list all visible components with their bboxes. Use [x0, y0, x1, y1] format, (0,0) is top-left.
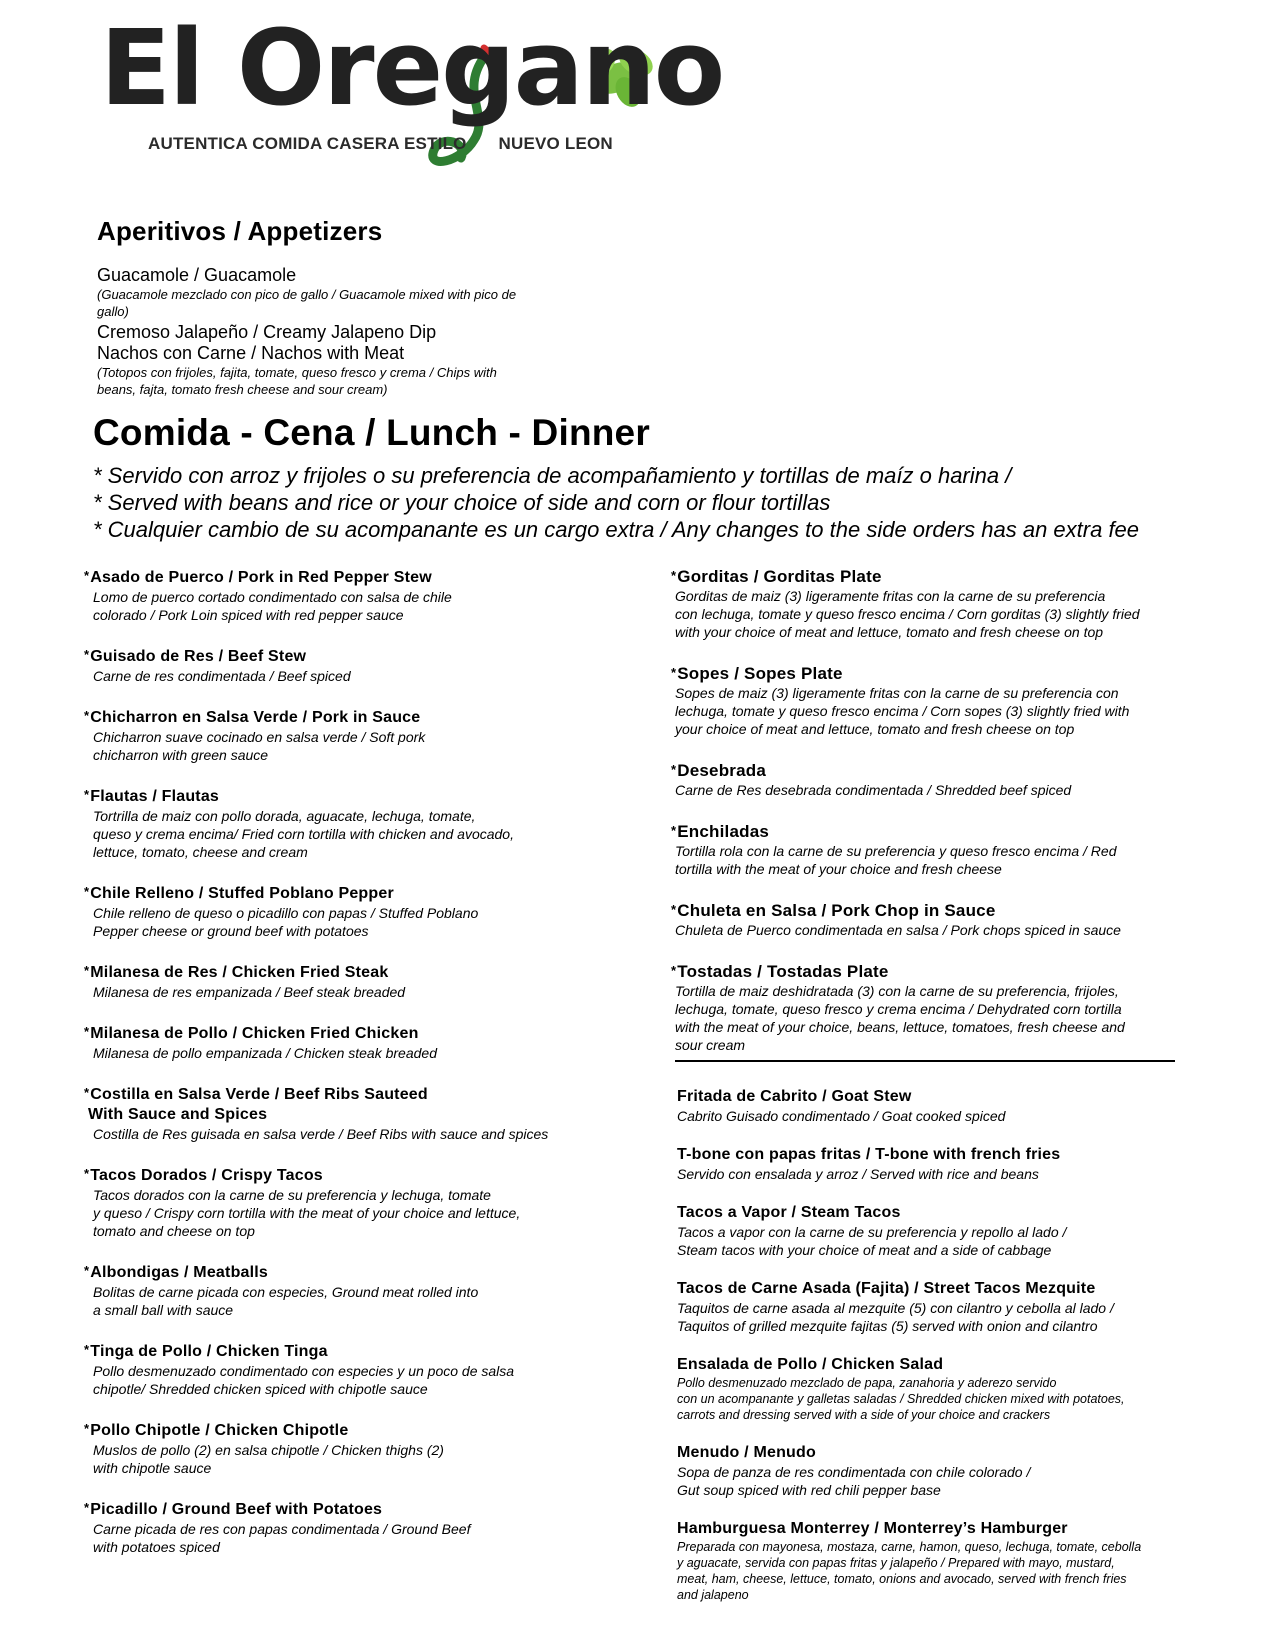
appetizer-item	[97, 322, 527, 343]
menu-item-title	[671, 821, 1191, 842]
menu-item-title	[84, 645, 644, 667]
asterisk-icon: *	[671, 902, 677, 917]
menu-item-desc: Preparada con mayonesa, mostaza, carne, hamon, queso, lechuga, tomate, cebolla	[677, 1540, 1142, 1554]
menu-item-title	[671, 663, 1191, 684]
serving-note: * Cualquier cambio de su acompanante es un cargo extra / Any changes to the side orders has an extra fee	[93, 517, 1140, 542]
menu-item	[84, 1261, 644, 1319]
menu-item-title-text: Milanesa de Res / Chicken Fried Steak	[90, 964, 389, 981]
menu-item-title	[84, 1419, 644, 1441]
menu-item-desc: Taquitos of grilled mezquite fajitas (5) served with onion and cilantro	[677, 1318, 1098, 1334]
menu-item-desc: a small ball with sauce	[93, 1302, 234, 1318]
menu-item-desc: Chile relleno de queso o picadillo con papas / Stuffed Poblano	[93, 905, 479, 921]
menu-item-title	[84, 1164, 644, 1186]
menu-item-title-text: Albondigas / Meatballs	[90, 1264, 269, 1281]
appetizer-item	[97, 343, 527, 398]
menu-item-title-text: Guisado de Res / Beef Stew	[90, 648, 307, 665]
menu-item-desc: your choice of meat and lettuce, tomato and fresh cheese on top	[675, 721, 1075, 737]
appetizer-desc: (Totopos con frijoles, fajita, tomate, queso fresco y crema / Chips with beans, fajta, tomato fresh cheese and sour cream)	[97, 365, 497, 397]
asterisk-icon: *	[671, 963, 677, 978]
appetizer-item	[97, 265, 527, 320]
menu-item-title-text: Tacos de Carne Asada (Fajita) / Street Tacos Mezquite	[677, 1280, 1096, 1297]
menu-item-title-text: T-bone con papas fritas / T-bone with french fries	[677, 1146, 1061, 1163]
menu-item-title-text: Tacos Dorados / Crispy Tacos	[90, 1167, 323, 1184]
menu-item-desc: carrots and dressing served with a side of your choice and crackers	[677, 1408, 1051, 1422]
menu-item-desc: Tacos a vapor con la carne de su preferencia y repollo al lado /	[677, 1224, 1067, 1240]
menu-item-desc: Costilla de Res guisada en salsa verde / Beef Ribs with sauce and spices	[93, 1126, 549, 1142]
menu-item-desc: with the meat of your choice, beans, lettuce, tomatoes, fresh cheese and	[675, 1019, 1125, 1035]
menu-item-title	[84, 785, 644, 807]
menu-item-title	[677, 1203, 1217, 1223]
menu-item-desc: chipotle/ Shredded chicken spiced with chipotle sauce	[93, 1381, 428, 1397]
appetizer-desc: (Guacamole mezclado con pico de gallo / Guacamole mixed with pico de gallo)	[97, 287, 517, 319]
menu-column-right	[671, 566, 1191, 1076]
menu-item-title	[671, 961, 1191, 982]
menu-item	[677, 1519, 1217, 1603]
serving-note: * Served with beans and rice or your choice of side and corn or flour tortillas	[93, 490, 831, 515]
menu-item-desc: with potatoes spiced	[93, 1539, 220, 1555]
menu-item	[671, 760, 1191, 799]
asterisk-icon: *	[84, 647, 90, 662]
menu-item-desc: y aguacate, servida con papas fritas y jalapeño / Prepared with mayo, mustard,	[677, 1556, 1115, 1570]
appetizers-title: Aperitivos / Appetizers	[97, 216, 383, 246]
menu-item-desc: Sopa de panza de res condimentada con chile colorado /	[677, 1464, 1031, 1480]
menu-item	[84, 961, 644, 1001]
asterisk-icon: *	[671, 568, 677, 583]
menu-item	[671, 566, 1191, 641]
menu-item-title	[677, 1279, 1217, 1299]
menu-item-desc: Chuleta de Puerco condimentada en salsa / Pork chops spiced in sauce	[675, 922, 1121, 938]
menu-item	[84, 882, 644, 940]
menu-item	[84, 706, 644, 764]
menu-item-desc: con lechuga, tomate y queso fresco encima / Corn gorditas (3) slightly fried	[675, 606, 1140, 622]
menu-item-title	[671, 900, 1191, 921]
serving-note: * Servido con arroz y frijoles o su preferencia de acompañamiento y tortillas de maíz o harina /	[93, 463, 1012, 488]
menu-item-title-text: Chuleta en Salsa / Pork Chop in Sauce	[677, 901, 996, 920]
menu-item-title-text: Flautas / Flautas	[90, 788, 220, 805]
menu-item-title-text: Desebrada	[677, 761, 766, 780]
menu-item-title	[671, 760, 1191, 781]
menu-item-desc: Servido con ensalada y arroz / Served with rice and beans	[677, 1166, 1039, 1182]
menu-item-title	[84, 1340, 644, 1362]
menu-item-title	[84, 566, 644, 588]
menu-item-title	[677, 1145, 1217, 1165]
menu-item-title-text: Menudo / Menudo	[677, 1444, 816, 1461]
menu-item-desc: tomato and cheese on top	[93, 1223, 255, 1239]
menu-item	[677, 1145, 1217, 1183]
menu-item-desc: Tortilla rola con la carne de su preferencia y queso fresco encima / Red	[675, 843, 1117, 859]
asterisk-icon: *	[84, 1263, 90, 1278]
section-divider	[675, 1060, 1175, 1062]
menu-item	[84, 1498, 644, 1556]
asterisk-icon: *	[671, 823, 677, 838]
main-section-title: Comida - Cena / Lunch - Dinner	[93, 412, 650, 453]
menu-item-desc: Chicharron suave cocinado en salsa verde / Soft pork	[93, 729, 426, 745]
serving-notes	[93, 462, 1253, 543]
logo-tagline	[148, 134, 613, 154]
menu-item-desc: Pepper cheese or ground beef with potatoes	[93, 923, 369, 939]
menu-item	[677, 1087, 1217, 1125]
menu-item	[671, 663, 1191, 738]
asterisk-icon: *	[84, 884, 90, 899]
menu-item-title	[84, 1083, 644, 1105]
menu-item	[84, 566, 644, 624]
menu-item	[84, 1419, 644, 1477]
menu-item-desc: Carne picada de res con papas condimentada / Ground Beef	[93, 1521, 471, 1537]
menu-item-desc: lechuga, tomate y queso fresco encima / Corn sopes (3) slightly fried with	[675, 703, 1130, 719]
menu-item	[677, 1355, 1217, 1423]
menu-item-desc: Bolitas de carne picada con especies, Ground meat rolled into	[93, 1284, 479, 1300]
menu-item-title	[84, 1261, 644, 1283]
asterisk-icon: *	[84, 1166, 90, 1181]
asterisk-icon: *	[84, 1085, 90, 1100]
menu-item-title	[84, 882, 644, 904]
menu-item-title-text: Tostadas / Tostadas Plate	[677, 962, 889, 981]
menu-item-title-text: Sopes / Sopes Plate	[677, 664, 843, 683]
menu-item-desc: with chipotle sauce	[93, 1460, 212, 1476]
menu-item-title-text: Gorditas / Gorditas Plate	[677, 567, 882, 586]
appetizers-section	[97, 216, 527, 400]
menu-item-desc: meat, ham, cheese, lettuce, tomato, onions and avocado, served with french fries	[677, 1572, 1127, 1586]
menu-item-title-text: Tacos a Vapor / Steam Tacos	[677, 1204, 901, 1221]
menu-item-title-text: Asado de Puerco / Pork in Red Pepper Stew	[90, 569, 432, 586]
menu-item-desc: Tacos dorados con la carne de su preferencia y lechuga, tomate	[93, 1187, 491, 1203]
menu-item-title	[677, 1087, 1217, 1107]
menu-item-desc: Tortilla de maiz deshidratada (3) con la carne de su preferencia, frijoles,	[675, 983, 1119, 999]
menu-item	[677, 1443, 1217, 1499]
tagline-left: AUTENTICA COMIDA CASERA ESTILO	[148, 134, 467, 153]
menu-item-desc: Muslos de pollo (2) en salsa chipotle / Chicken thighs (2)	[93, 1442, 444, 1458]
menu-item-title-text: Chicharron en Salsa Verde / Pork in Sauce	[90, 709, 421, 726]
menu-item-desc: tortilla with the meat of your choice and fresh cheese	[675, 861, 1002, 877]
menu-item-desc: Lomo de puerco cortado condimentado con salsa de chile	[93, 589, 452, 605]
menu-item-desc: queso y crema encima/ Fried corn tortilla with chicken and avocado,	[93, 826, 514, 842]
menu-column-left	[84, 566, 644, 1577]
menu-item-title-text: Fritada de Cabrito / Goat Stew	[677, 1088, 912, 1105]
menu-item	[84, 785, 644, 861]
menu-item-title	[84, 706, 644, 728]
menu-item	[671, 900, 1191, 939]
asterisk-icon: *	[84, 1421, 90, 1436]
asterisk-icon: *	[84, 708, 90, 723]
menu-item-title-text: Picadillo / Ground Beef with Potatoes	[90, 1501, 383, 1518]
menu-item-title-text: Pollo Chipotle / Chicken Chipotle	[90, 1422, 349, 1439]
menu-item-title-text: Chile Relleno / Stuffed Poblano Pepper	[90, 885, 394, 902]
menu-item-title-text: Enchiladas	[677, 822, 770, 841]
menu-item-title-cont: With Sauce and Spices	[88, 1106, 268, 1123]
menu-item-desc: sour cream	[675, 1037, 746, 1053]
menu-item-desc: y queso / Crispy corn tortilla with the meat of your choice and lettuce,	[93, 1205, 521, 1221]
menu-item-desc: lettuce, tomato, cheese and cream	[93, 844, 308, 860]
menu-item-desc: Milanesa de pollo empanizada / Chicken steak breaded	[93, 1045, 437, 1061]
menu-item-desc: con un acompanante y galletas saladas / Shredded chicken mixed with potatoes,	[677, 1392, 1125, 1406]
menu-item-desc: Steam tacos with your choice of meat and a side of cabbage	[677, 1242, 1052, 1258]
menu-item-title	[84, 1498, 644, 1520]
menu-item-title	[677, 1519, 1217, 1539]
menu-item-desc: Pollo desmenuzado condimentado con especies y un poco de salsa	[93, 1363, 515, 1379]
menu-item-desc: colorado / Pork Loin spiced with red pepper sauce	[93, 607, 404, 623]
menu-item-desc: and jalapeno	[677, 1588, 749, 1602]
menu-item-desc: chicharron with green sauce	[93, 747, 269, 763]
asterisk-icon: *	[84, 1342, 90, 1357]
menu-item-desc: Sopes de maiz (3) ligeramente fritas con la carne de su preferencia con	[675, 685, 1119, 701]
asterisk-icon: *	[84, 568, 90, 583]
menu-item-desc: with your choice of meat and lettuce, tomato and fresh cheese on top	[675, 624, 1104, 640]
menu-item-title-text: Hamburguesa Monterrey / Monterrey’s Hamburger	[677, 1520, 1068, 1537]
menu-item	[84, 1164, 644, 1240]
menu-item-desc: Gut soup spiced with red chili pepper base	[677, 1482, 941, 1498]
menu-item	[84, 1022, 644, 1062]
menu-item	[671, 961, 1191, 1054]
menu-item-title-text: Milanesa de Pollo / Chicken Fried Chicken	[90, 1025, 419, 1042]
menu-item-desc: Carne de res condimentada / Beef spiced	[93, 668, 351, 684]
appetizer-name: Nachos con Carne / Nachos with Meat	[97, 343, 405, 363]
asterisk-icon: *	[84, 1500, 90, 1515]
menu-item-desc: Carne de Res desebrada condimentada / Shredded beef spiced	[675, 782, 1072, 798]
asterisk-icon: *	[84, 963, 90, 978]
menu-item-desc: Taquitos de carne asada al mezquite (5) con cilantro y cebolla al lado /	[677, 1300, 1114, 1316]
menu-item-title-text: Costilla en Salsa Verde / Beef Ribs Sauteed	[90, 1086, 428, 1103]
menu-item	[84, 1340, 644, 1398]
asterisk-icon: *	[671, 665, 677, 680]
logo	[96, 7, 724, 190]
menu-item-desc: Pollo desmenuzado mezclado de papa, zanahoria y aderezo servido	[677, 1376, 1057, 1390]
appetizer-name: Guacamole / Guacamole	[97, 265, 297, 285]
menu-column-right-specials	[677, 1087, 1217, 1623]
menu-item-desc: Tortrilla de maiz con pollo dorada, aguacate, lechuga, tomate,	[93, 808, 476, 824]
menu-item-desc: Gorditas de maiz (3) ligeramente fritas con la carne de su preferencia	[675, 588, 1106, 604]
menu-item	[84, 1083, 644, 1143]
menu-item	[677, 1203, 1217, 1259]
menu-item-title	[677, 1355, 1217, 1375]
asterisk-icon: *	[84, 1024, 90, 1039]
menu-item	[677, 1279, 1217, 1335]
logo-wordmark: El Oregano	[100, 7, 724, 129]
menu-item-desc: Milanesa de res empanizada / Beef steak breaded	[93, 984, 406, 1000]
menu-item	[671, 821, 1191, 878]
menu-item-title	[84, 1022, 644, 1044]
menu-item-title-text: Tinga de Pollo / Chicken Tinga	[90, 1343, 328, 1360]
appetizer-name: Cremoso Jalapeño / Creamy Jalapeno Dip	[97, 322, 437, 342]
menu-item-desc: Cabrito Guisado condimentado / Goat cooked spiced	[677, 1108, 1006, 1124]
menu-item-title	[84, 961, 644, 983]
menu-item	[84, 645, 644, 685]
asterisk-icon: *	[671, 762, 677, 777]
tagline-right: NUEVO LEON	[498, 134, 613, 153]
menu-item-title-text: Ensalada de Pollo / Chicken Salad	[677, 1356, 944, 1373]
menu-item-title	[671, 566, 1191, 587]
menu-item-desc: lechuga, tomate, queso fresco y crema encima / Dehydrated corn tortilla	[675, 1001, 1122, 1017]
menu-item-title	[677, 1443, 1217, 1463]
asterisk-icon: *	[84, 787, 90, 802]
